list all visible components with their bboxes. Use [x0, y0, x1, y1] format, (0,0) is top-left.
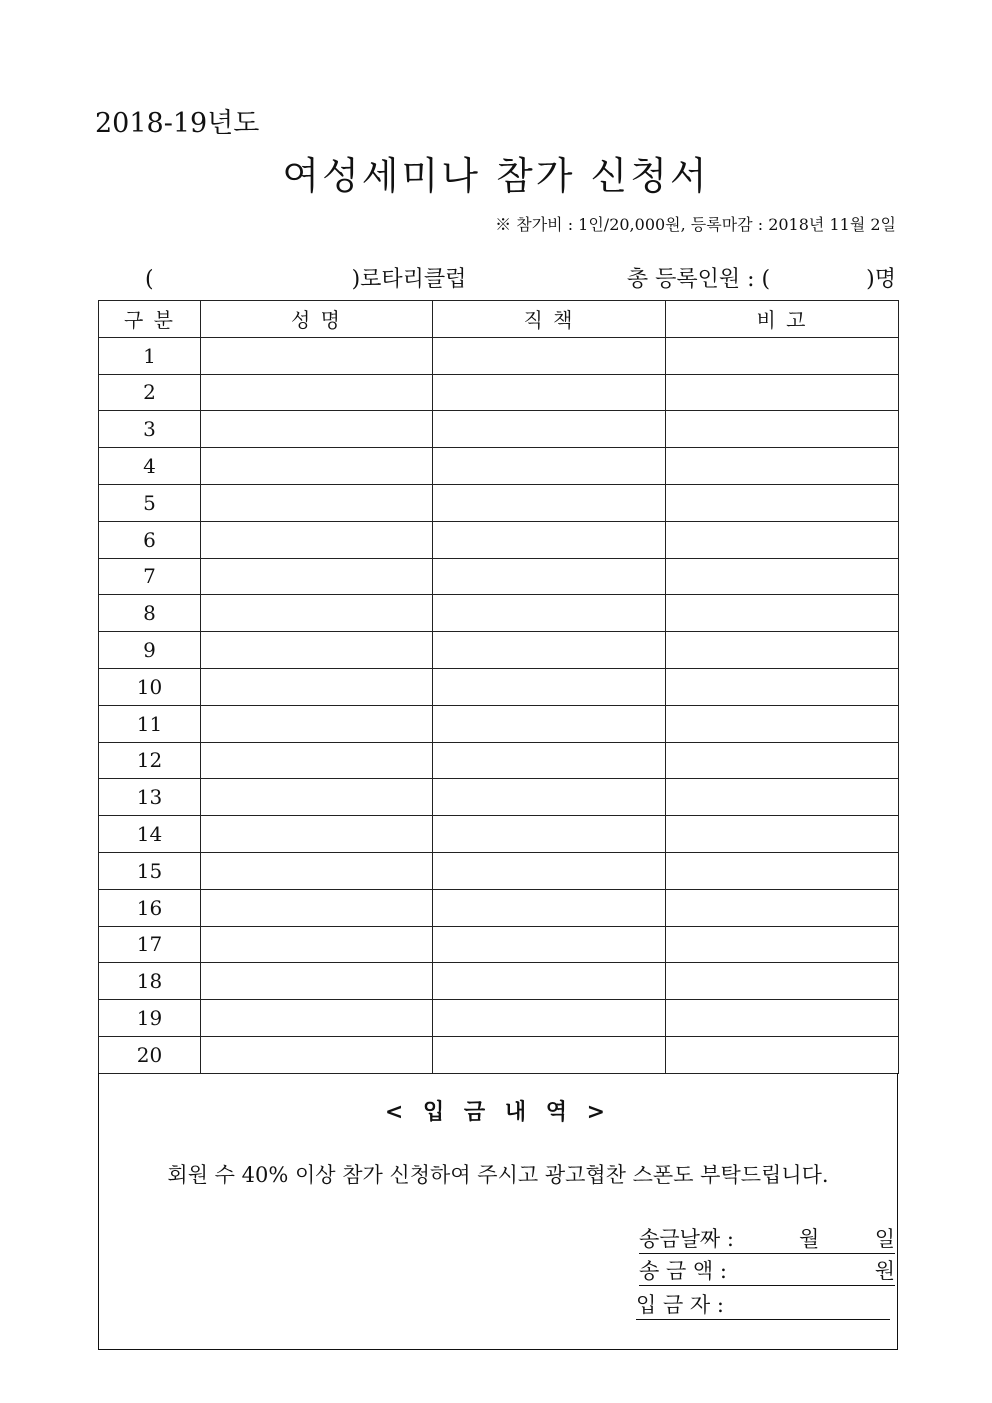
- table-row: [99, 521, 899, 558]
- total-label: 총 등록인원 : (: [626, 267, 771, 292]
- club-name-line: [145, 262, 466, 293]
- remarks-cell[interactable]: [666, 852, 899, 889]
- table-row: [99, 411, 899, 448]
- col-header-name: 성 명: [201, 301, 433, 338]
- table-row: [99, 963, 899, 1000]
- name-cell[interactable]: [201, 668, 433, 705]
- position-cell[interactable]: [433, 668, 666, 705]
- remarks-cell[interactable]: [666, 411, 899, 448]
- position-cell[interactable]: [433, 411, 666, 448]
- name-cell[interactable]: [201, 889, 433, 926]
- position-cell[interactable]: [433, 963, 666, 1000]
- remarks-cell[interactable]: [666, 484, 899, 521]
- position-cell[interactable]: [433, 926, 666, 963]
- remarks-cell[interactable]: [666, 521, 899, 558]
- col-header-position: 직 책: [433, 301, 666, 338]
- row-number: 5: [99, 484, 201, 521]
- remarks-cell[interactable]: [666, 632, 899, 669]
- transfer-amount-unit: 원: [874, 1259, 895, 1283]
- remarks-cell[interactable]: [666, 668, 899, 705]
- position-cell[interactable]: [433, 337, 666, 374]
- table-header-row: [99, 301, 899, 338]
- row-number: 4: [99, 448, 201, 485]
- name-cell[interactable]: [201, 521, 433, 558]
- position-cell[interactable]: [433, 1000, 666, 1037]
- name-cell[interactable]: [201, 816, 433, 853]
- col-header-remarks: 비 고: [666, 301, 899, 338]
- position-cell[interactable]: [433, 852, 666, 889]
- table-row: [99, 889, 899, 926]
- table-row: [99, 374, 899, 411]
- position-cell[interactable]: [433, 705, 666, 742]
- position-cell[interactable]: [433, 595, 666, 632]
- position-cell[interactable]: [433, 632, 666, 669]
- name-cell[interactable]: [201, 963, 433, 1000]
- name-cell[interactable]: [201, 1036, 433, 1073]
- year-label: 2018-19년도: [95, 108, 260, 139]
- position-cell[interactable]: [433, 521, 666, 558]
- position-cell[interactable]: [433, 374, 666, 411]
- remarks-cell[interactable]: [666, 558, 899, 595]
- payer-label: 입 금 자 :: [636, 1293, 724, 1317]
- row-number: 15: [99, 852, 201, 889]
- payer-field[interactable]: [636, 1289, 890, 1320]
- transfer-date-field[interactable]: [639, 1223, 895, 1254]
- transfer-amount-label: 송 금 액 :: [639, 1259, 727, 1283]
- remarks-cell[interactable]: [666, 1000, 899, 1037]
- name-cell[interactable]: [201, 705, 433, 742]
- row-number: 17: [99, 926, 201, 963]
- payment-section: [98, 1073, 898, 1350]
- remarks-cell[interactable]: [666, 816, 899, 853]
- col-header-number: 구 분: [99, 301, 201, 338]
- position-cell[interactable]: [433, 742, 666, 779]
- table-row: [99, 779, 899, 816]
- club-suffix: )로타리클럽: [351, 267, 467, 292]
- payment-title: < 입 금 내 역 >: [384, 1099, 612, 1125]
- table-row: [99, 816, 899, 853]
- position-cell[interactable]: [433, 816, 666, 853]
- table-row: [99, 1036, 899, 1073]
- remarks-cell[interactable]: [666, 1036, 899, 1073]
- remarks-cell[interactable]: [666, 448, 899, 485]
- table-row: [99, 1000, 899, 1037]
- total-suffix: )명: [866, 267, 896, 292]
- name-cell[interactable]: [201, 558, 433, 595]
- name-cell[interactable]: [201, 337, 433, 374]
- table-row: [99, 705, 899, 742]
- name-cell[interactable]: [201, 926, 433, 963]
- transfer-month-label: 월: [799, 1227, 820, 1251]
- row-number: 8: [99, 595, 201, 632]
- table-row: [99, 852, 899, 889]
- position-cell[interactable]: [433, 889, 666, 926]
- table-row: [99, 484, 899, 521]
- table-row: [99, 926, 899, 963]
- row-number: 20: [99, 1036, 201, 1073]
- payment-note: 회원 수 40% 이상 참가 신청하여 주시고 광고협찬 스폰도 부탁드립니다.: [167, 1163, 829, 1187]
- total-registrants-line: [627, 262, 896, 293]
- table-row: [99, 742, 899, 779]
- table-row: [99, 558, 899, 595]
- position-cell[interactable]: [433, 448, 666, 485]
- registration-table: [98, 300, 899, 1074]
- row-number: 3: [99, 411, 201, 448]
- name-cell[interactable]: [201, 484, 433, 521]
- remarks-cell[interactable]: [666, 963, 899, 1000]
- name-cell[interactable]: [201, 852, 433, 889]
- remarks-cell[interactable]: [666, 742, 899, 779]
- position-cell[interactable]: [433, 484, 666, 521]
- table-row: [99, 632, 899, 669]
- table-row: [99, 337, 899, 374]
- name-cell[interactable]: [201, 632, 433, 669]
- remarks-cell[interactable]: [666, 595, 899, 632]
- transfer-amount-field[interactable]: [639, 1255, 895, 1286]
- name-cell[interactable]: [201, 1000, 433, 1037]
- remarks-cell[interactable]: [666, 337, 899, 374]
- row-number: 9: [99, 632, 201, 669]
- row-number: 16: [99, 889, 201, 926]
- fee-deadline-notice: ※ 참가비 : 1인/20,000원, 등록마감 : 2018년 11월 2일: [495, 215, 896, 234]
- page-title: 여성세미나 참가 신청서: [282, 154, 710, 198]
- remarks-cell[interactable]: [666, 374, 899, 411]
- remarks-cell[interactable]: [666, 926, 899, 963]
- row-number: 12: [99, 742, 201, 779]
- remarks-cell[interactable]: [666, 779, 899, 816]
- transfer-date-label: 송금날짜 :: [639, 1227, 734, 1251]
- remarks-cell[interactable]: [666, 705, 899, 742]
- table-row: [99, 448, 899, 485]
- row-number: 18: [99, 963, 201, 1000]
- name-cell[interactable]: [201, 374, 433, 411]
- row-number: 7: [99, 558, 201, 595]
- table-row: [99, 595, 899, 632]
- name-cell[interactable]: [201, 448, 433, 485]
- position-cell[interactable]: [433, 1036, 666, 1073]
- name-cell[interactable]: [201, 411, 433, 448]
- row-number: 19: [99, 1000, 201, 1037]
- club-open-paren: (: [145, 267, 154, 292]
- position-cell[interactable]: [433, 779, 666, 816]
- row-number: 2: [99, 374, 201, 411]
- row-number: 14: [99, 816, 201, 853]
- row-number: 13: [99, 779, 201, 816]
- row-number: 10: [99, 668, 201, 705]
- name-cell[interactable]: [201, 779, 433, 816]
- transfer-day-label: 일: [874, 1227, 895, 1251]
- row-number: 1: [99, 337, 201, 374]
- remarks-cell[interactable]: [666, 889, 899, 926]
- name-cell[interactable]: [201, 742, 433, 779]
- table-row: [99, 668, 899, 705]
- row-number: 11: [99, 705, 201, 742]
- table-body: [99, 337, 899, 1073]
- row-number: 6: [99, 521, 201, 558]
- position-cell[interactable]: [433, 558, 666, 595]
- name-cell[interactable]: [201, 595, 433, 632]
